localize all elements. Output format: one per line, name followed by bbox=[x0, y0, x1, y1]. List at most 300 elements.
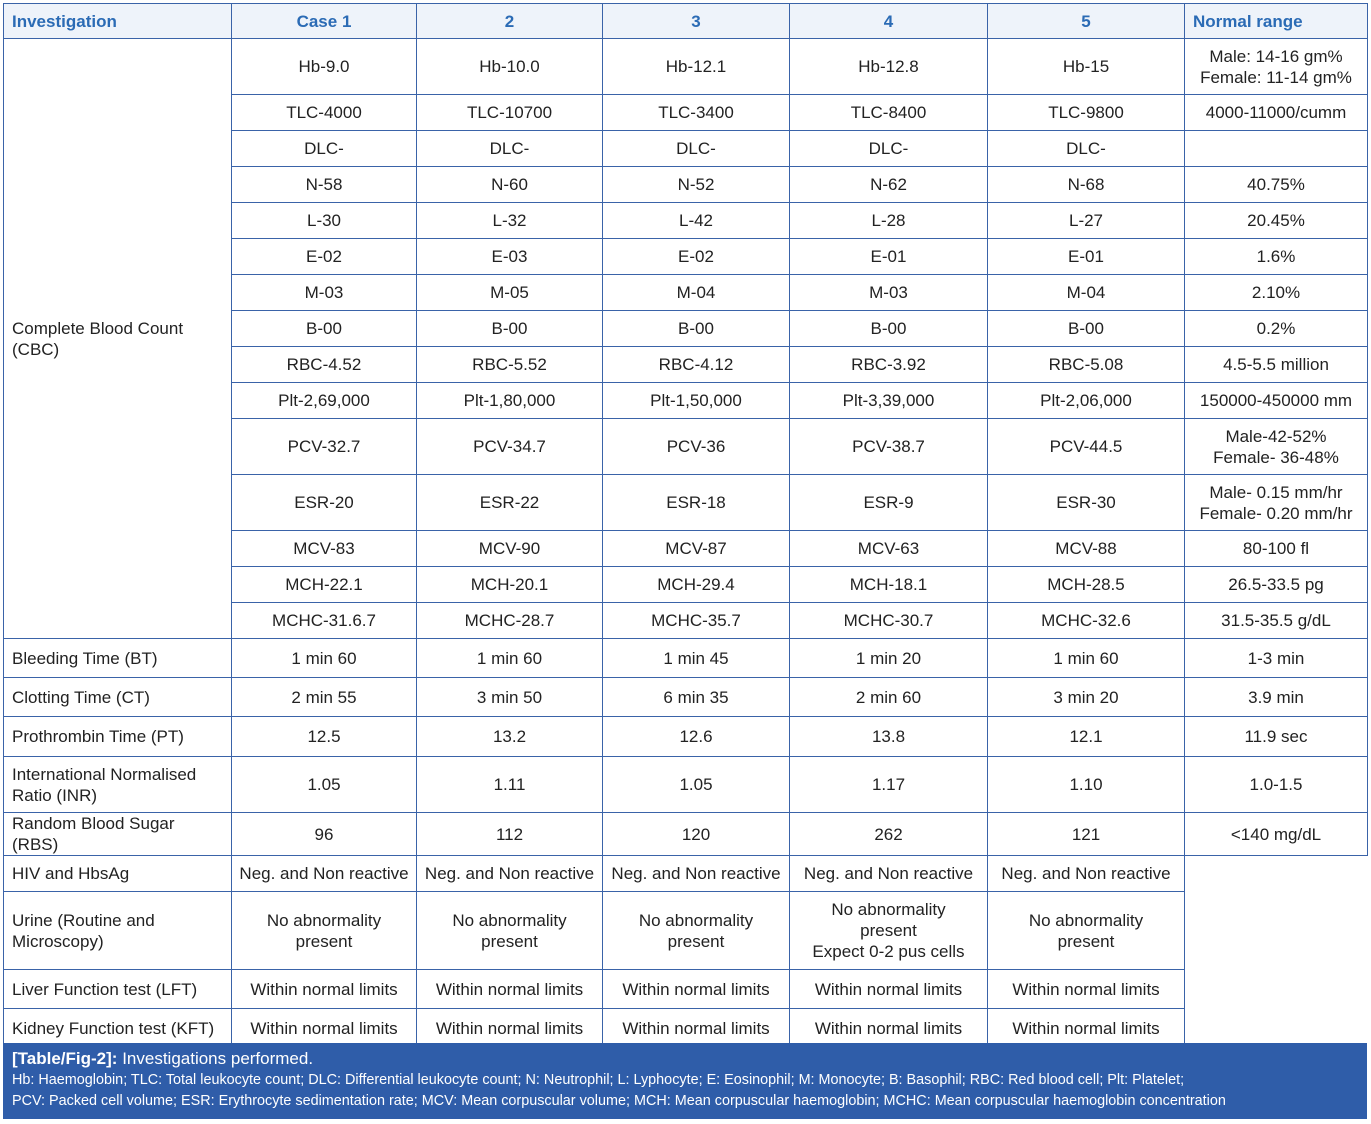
table-cell-text: 1 min 45 bbox=[663, 648, 729, 668]
table-cell-text: Hb-9.0 bbox=[298, 57, 350, 76]
table-cell bbox=[417, 347, 603, 383]
table-cell bbox=[417, 39, 603, 95]
table-cell bbox=[232, 383, 417, 419]
table-cell bbox=[790, 275, 988, 311]
header-case-2: 2 bbox=[417, 4, 603, 39]
table-cell bbox=[232, 239, 417, 275]
table-cell-text: E-01 bbox=[1068, 247, 1104, 266]
normal-range-cell bbox=[1185, 717, 1368, 757]
table-cell-text: MCHC-31.6.7 bbox=[272, 611, 376, 630]
table-cell-text: 1 min 60 bbox=[291, 648, 357, 668]
table-cell-text: present bbox=[860, 921, 917, 940]
normal-range-cell bbox=[1185, 95, 1368, 131]
table-cell-text: RBC-4.52 bbox=[286, 355, 362, 374]
normal-range-cell bbox=[1185, 678, 1368, 717]
table-cell-text: Hb-10.0 bbox=[479, 57, 540, 76]
normal-range-cell bbox=[1185, 383, 1368, 419]
table-cell-text: ESR-30 bbox=[1056, 493, 1116, 512]
normal-range-cell bbox=[1185, 347, 1368, 383]
table-cell bbox=[790, 475, 988, 531]
table-cell-text: Neg. and Non reactive bbox=[1001, 864, 1171, 883]
header-case-3: 3 bbox=[603, 4, 790, 39]
table-cell-text: Within normal limits bbox=[1012, 979, 1160, 999]
table-cell bbox=[790, 95, 988, 131]
table-cell-text: Neg. and Non reactive bbox=[611, 864, 781, 883]
table-cell bbox=[603, 856, 790, 892]
table-cell bbox=[988, 813, 1185, 856]
empty-normal-range bbox=[1185, 856, 1368, 1048]
table-cell bbox=[988, 567, 1185, 603]
table-cell-text: present bbox=[1057, 931, 1115, 951]
table-cell-text: Within normal limits bbox=[814, 1018, 963, 1038]
table-cell bbox=[988, 131, 1185, 167]
table-cell-text: PCV-32.7 bbox=[287, 437, 361, 456]
investigation-label bbox=[4, 717, 232, 757]
table-cell bbox=[603, 131, 790, 167]
normal-range-cell bbox=[1185, 813, 1368, 856]
table-cell-text: N-52 bbox=[677, 175, 715, 194]
normal-range-cell-text: 4.5-5.5 million bbox=[1223, 355, 1329, 374]
table-cell-text: PCV-38.7 bbox=[852, 437, 925, 456]
table-cell-text: PCV-34.7 bbox=[473, 437, 546, 456]
table-cell-text: 96 bbox=[314, 824, 334, 844]
table-cell-text: present bbox=[667, 931, 725, 951]
table-cell-text: MCH-20.1 bbox=[470, 575, 549, 594]
normal-range-cell bbox=[1185, 531, 1368, 567]
table-cell-text: RBC-4.12 bbox=[658, 355, 734, 374]
table-cell-text: M-03 bbox=[304, 283, 344, 302]
table-cell bbox=[988, 892, 1185, 970]
caption-label: [Table/Fig-2]: bbox=[12, 1049, 118, 1068]
table-cell-text: MCHC-32.6 bbox=[1041, 611, 1131, 630]
table-cell bbox=[603, 678, 790, 717]
normal-range-cell bbox=[1185, 239, 1368, 275]
table-cell bbox=[603, 95, 790, 131]
table-cell bbox=[988, 970, 1185, 1009]
table-cell-text: 120 bbox=[681, 824, 711, 844]
table-cell bbox=[603, 419, 790, 475]
table-cell-text: E-02 bbox=[678, 247, 714, 266]
table-cell-text: ESR-18 bbox=[666, 493, 726, 512]
investigation-label-text: Kidney Function test (KFT) bbox=[12, 1018, 215, 1038]
table-cell bbox=[790, 970, 988, 1009]
table-cell bbox=[232, 531, 417, 567]
table-cell-text: Plt-2,06,000 bbox=[1040, 391, 1132, 410]
normal-range-cell-text: 1.0-1.5 bbox=[1249, 775, 1303, 794]
investigation-label-text: Liver Function test (LFT) bbox=[12, 979, 198, 999]
table-cell bbox=[988, 531, 1185, 567]
table-cell bbox=[232, 311, 417, 347]
table-cell bbox=[417, 95, 603, 131]
table-cell-text: MCV-88 bbox=[1055, 539, 1117, 558]
table-cell-text: ESR-22 bbox=[479, 493, 540, 512]
normal-range-cell-text: 11.9 sec bbox=[1244, 727, 1308, 746]
table-cell bbox=[417, 275, 603, 311]
normal-range-cell-text: Male- 0.15 mm/hr bbox=[1209, 482, 1343, 502]
table-cell-text: L-32 bbox=[492, 211, 527, 230]
investigations-table bbox=[3, 3, 1368, 1048]
table-cell-text: Neg. and Non reactive bbox=[803, 864, 974, 883]
table-cell bbox=[988, 203, 1185, 239]
table-cell bbox=[232, 475, 417, 531]
investigation-label-text: Bleeding Time (BT) bbox=[12, 648, 158, 668]
table-row bbox=[4, 813, 1368, 856]
table-cell bbox=[232, 167, 417, 203]
table-cell bbox=[603, 475, 790, 531]
table-cell bbox=[417, 239, 603, 275]
table-cell bbox=[603, 275, 790, 311]
table-cell bbox=[417, 813, 603, 856]
header-case-4: 4 bbox=[790, 4, 988, 39]
table-cell-text: 1.17 bbox=[871, 775, 906, 794]
table-cell-text: TLC-10700 bbox=[466, 103, 553, 122]
table-cell bbox=[988, 475, 1185, 531]
investigation-label bbox=[4, 813, 232, 856]
header-investigation: Investigation bbox=[4, 4, 232, 39]
table-cell-text: 112 bbox=[495, 824, 524, 844]
table-cell-text: Plt-1,50,000 bbox=[650, 391, 742, 410]
table-row bbox=[4, 757, 1368, 813]
table-cell bbox=[232, 131, 417, 167]
normal-range-cell bbox=[1185, 639, 1368, 678]
table-cell-text: 1 min 60 bbox=[476, 648, 543, 668]
table-cell bbox=[988, 419, 1185, 475]
header-case-5: 5 bbox=[988, 4, 1185, 39]
table-cell bbox=[603, 203, 790, 239]
table-cell-text: 13.8 bbox=[871, 727, 906, 746]
table-cell bbox=[232, 203, 417, 239]
table-cell bbox=[417, 717, 603, 757]
table-cell-text: Within normal limits bbox=[814, 979, 963, 999]
table-cell-text: Within normal limits bbox=[250, 1018, 398, 1038]
table-row bbox=[4, 970, 1368, 1009]
normal-range-cell-text: 40.75% bbox=[1247, 175, 1305, 194]
normal-range-cell bbox=[1185, 167, 1368, 203]
investigation-label bbox=[4, 639, 232, 678]
investigation-label bbox=[4, 892, 232, 970]
table-cell bbox=[417, 757, 603, 813]
table-cell-text: 1.05 bbox=[307, 775, 341, 794]
table-cell-text: Expect 0-2 pus cells bbox=[812, 942, 965, 961]
table-cell-text: Plt-3,39,000 bbox=[842, 391, 935, 410]
normal-range-cell-text: Male: 14-16 gm% bbox=[1209, 46, 1343, 66]
table-cell-text: N-60 bbox=[491, 175, 528, 194]
table-cell-text: No abnormality bbox=[638, 910, 754, 930]
table-cell bbox=[417, 678, 603, 717]
table-cell-text: MCH-28.5 bbox=[1047, 575, 1125, 594]
table-cell-text: MCV-87 bbox=[665, 539, 727, 558]
table-cell-text: 121 bbox=[1071, 824, 1101, 844]
table-cell bbox=[603, 813, 790, 856]
investigation-label-text: Urine (Routine and Microscopy) bbox=[12, 910, 155, 951]
table-cell-text: DLC- bbox=[304, 139, 344, 158]
table-cell bbox=[603, 347, 790, 383]
normal-range-cell-text: 2.10% bbox=[1251, 283, 1301, 302]
table-cell bbox=[988, 239, 1185, 275]
caption-abbreviations-2: PCV: Packed cell volume; ESR: Erythrocyte sedimentation rate; MCV: Mean corpuscular volume; MCH: Mean corpuscular haemoglobin; MCHC: Mean corpuscular haemoglobin concentration bbox=[12, 1093, 1226, 1109]
table-cell bbox=[417, 203, 603, 239]
table-cell-text: MCHC-30.7 bbox=[843, 611, 934, 630]
table-cell-text: No abnormality bbox=[266, 910, 382, 930]
table-cell bbox=[603, 970, 790, 1009]
table-cell bbox=[988, 603, 1185, 639]
table-cell-text: RBC-3.92 bbox=[851, 355, 926, 374]
normal-range-cell-text: 26.5-33.5 pg bbox=[1228, 575, 1324, 594]
table-cell bbox=[417, 892, 603, 970]
table-cell bbox=[417, 131, 603, 167]
table-cell bbox=[790, 678, 988, 717]
table-cell bbox=[417, 603, 603, 639]
table-cell-text: L-27 bbox=[1068, 211, 1104, 230]
table-cell-text: 2 min 60 bbox=[855, 687, 922, 707]
table-cell bbox=[603, 603, 790, 639]
table-cell bbox=[232, 419, 417, 475]
table-cell-text: DLC- bbox=[1066, 139, 1106, 158]
table-row bbox=[4, 678, 1368, 717]
table-cell-text: B-00 bbox=[306, 319, 342, 338]
table-cell bbox=[417, 856, 603, 892]
table-row bbox=[4, 639, 1368, 678]
table-cell bbox=[603, 567, 790, 603]
table-cell-text: B-00 bbox=[870, 319, 907, 338]
table-row bbox=[4, 39, 1368, 95]
table-cell-text: N-62 bbox=[870, 175, 907, 194]
table-cell bbox=[988, 275, 1185, 311]
table-cell bbox=[232, 1009, 417, 1048]
normal-range-cell bbox=[1185, 275, 1368, 311]
table-cell-text: MCHC-35.7 bbox=[651, 611, 741, 630]
table-cell bbox=[988, 383, 1185, 419]
table-cell bbox=[790, 1009, 988, 1048]
table-cell bbox=[988, 856, 1185, 892]
table-cell bbox=[232, 39, 417, 95]
table-row bbox=[4, 892, 1368, 970]
table-cell bbox=[988, 1009, 1185, 1048]
investigation-label bbox=[4, 856, 232, 892]
table-cell-text: MCH-22.1 bbox=[285, 575, 363, 594]
normal-range-cell-text: 4000-11000/cumm bbox=[1205, 103, 1347, 122]
table-cell bbox=[417, 475, 603, 531]
table-cell bbox=[988, 311, 1185, 347]
table-cell bbox=[417, 531, 603, 567]
table-cell bbox=[232, 639, 417, 678]
table-cell bbox=[232, 856, 417, 892]
table-cell-text: MCV-90 bbox=[478, 539, 541, 558]
table-row bbox=[4, 856, 1368, 892]
table-cell-text: Within normal limits bbox=[622, 1018, 770, 1038]
table-cell bbox=[790, 419, 988, 475]
table-cell-text: TLC-8400 bbox=[850, 103, 927, 122]
table-cell-text: present bbox=[481, 931, 538, 951]
table-cell-text: B-00 bbox=[491, 319, 528, 338]
table-cell-text: Hb-12.8 bbox=[858, 57, 919, 76]
table-cell-text: 1.11 bbox=[493, 775, 526, 794]
normal-range-cell-text: 3.9 min bbox=[1248, 687, 1304, 707]
table-cell bbox=[232, 970, 417, 1009]
table-cell bbox=[790, 383, 988, 419]
normal-range-cell-text: Female- 0.20 mm/hr bbox=[1199, 503, 1353, 523]
table-cell-text: E-01 bbox=[870, 247, 907, 266]
table-cell bbox=[417, 311, 603, 347]
table-cell-text: MCH-29.4 bbox=[657, 575, 735, 594]
table-cell bbox=[790, 203, 988, 239]
table-cell bbox=[417, 1009, 603, 1048]
table-cell-text: M-05 bbox=[490, 283, 529, 302]
table-cell bbox=[603, 239, 790, 275]
table-cell bbox=[790, 567, 988, 603]
table-cell-text: MCV-63 bbox=[857, 539, 920, 558]
table-cell bbox=[232, 95, 417, 131]
table-cell-text: TLC-4000 bbox=[286, 103, 362, 122]
table-cell bbox=[988, 39, 1185, 95]
table-cell bbox=[790, 311, 988, 347]
normal-range-cell-text: Female: 11-14 gm% bbox=[1200, 67, 1352, 87]
table-cell-text: 12.5 bbox=[307, 727, 341, 746]
normal-range-cell-text: 80-100 fl bbox=[1242, 539, 1310, 558]
cbc-label-text: Complete Blood Count (CBC) bbox=[12, 318, 184, 359]
table-cell-text: B-00 bbox=[1068, 319, 1104, 338]
header-case-1: Case 1 bbox=[232, 4, 417, 39]
normal-range-cell bbox=[1185, 567, 1368, 603]
table-cell-text: DLC- bbox=[868, 139, 909, 158]
table-cell bbox=[988, 95, 1185, 131]
table-cell bbox=[603, 531, 790, 567]
caption-title: Investigations performed. bbox=[122, 1049, 314, 1068]
table-cell-text: Within normal limits bbox=[250, 979, 398, 999]
table-cell-text: Neg. and Non reactive bbox=[424, 864, 595, 883]
normal-range-cell bbox=[1185, 311, 1368, 347]
table-cell-text: 1 min 60 bbox=[1053, 648, 1119, 668]
table-cell-text: Hb-12.1 bbox=[665, 57, 727, 76]
normal-range-cell-text: 0.2% bbox=[1256, 319, 1296, 338]
table-cell bbox=[988, 717, 1185, 757]
cbc-label bbox=[4, 39, 232, 639]
normal-range-cell-text: <140 mg/dL bbox=[1230, 824, 1322, 844]
table-cell bbox=[790, 639, 988, 678]
table-cell bbox=[603, 167, 790, 203]
investigation-label-text: Prothrombin Time (PT) bbox=[12, 727, 184, 746]
table-cell bbox=[603, 639, 790, 678]
table-cell bbox=[790, 717, 988, 757]
normal-range-cell-text: 20.45% bbox=[1247, 211, 1305, 230]
table-cell bbox=[232, 678, 417, 717]
table-cell-text: 6 min 35 bbox=[663, 687, 729, 707]
table-cell bbox=[232, 717, 417, 757]
table-cell-text: DLC- bbox=[489, 139, 530, 158]
table-cell bbox=[232, 813, 417, 856]
table-cell bbox=[603, 757, 790, 813]
table-cell-text: 3 min 20 bbox=[1053, 687, 1119, 707]
table-cell bbox=[790, 531, 988, 567]
table-cell bbox=[603, 39, 790, 95]
table-cell bbox=[790, 347, 988, 383]
table-cell-text: Within normal limits bbox=[622, 979, 770, 999]
normal-range-cell bbox=[1185, 203, 1368, 239]
table-cell-text: 12.6 bbox=[679, 727, 713, 746]
table-cell-text: L-30 bbox=[306, 211, 342, 230]
table-cell bbox=[603, 383, 790, 419]
table-cell bbox=[790, 603, 988, 639]
table-cell-text: N-68 bbox=[1067, 175, 1105, 194]
table-cell-text: M-04 bbox=[676, 283, 716, 302]
table-cell-text: N-58 bbox=[305, 175, 343, 194]
table-cell-text: B-00 bbox=[678, 319, 714, 338]
table-cell-text: No abnormality bbox=[831, 900, 946, 919]
investigation-label bbox=[4, 757, 232, 813]
table-cell-text: 1.05 bbox=[679, 775, 713, 794]
table-cell-text: RBC-5.52 bbox=[472, 355, 547, 374]
table-cell-text: 1.10 bbox=[1069, 775, 1103, 794]
table-cell bbox=[790, 856, 988, 892]
investigation-label-text: HIV and HbsAg bbox=[12, 864, 130, 883]
table-cell-text: 1 min 20 bbox=[855, 648, 922, 668]
table-cell-text: 3 min 50 bbox=[476, 687, 543, 707]
header-normal-range: Normal range bbox=[1185, 4, 1368, 39]
table-cell-text: TLC-3400 bbox=[658, 103, 734, 122]
table-cell bbox=[790, 813, 988, 856]
table-cell-text: ESR-20 bbox=[294, 493, 354, 512]
investigation-label-text: International Normalised Ratio (INR) bbox=[12, 764, 197, 805]
table-cell-text: Plt-1,80,000 bbox=[463, 391, 556, 410]
table-cell bbox=[790, 239, 988, 275]
figure-caption bbox=[3, 1043, 1367, 1119]
table-cell bbox=[417, 383, 603, 419]
table-cell bbox=[232, 603, 417, 639]
normal-range-cell-text: 1.6% bbox=[1256, 247, 1296, 266]
table-cell bbox=[603, 311, 790, 347]
table-cell bbox=[417, 639, 603, 678]
table-row bbox=[4, 717, 1368, 757]
table-cell bbox=[417, 567, 603, 603]
table-cell bbox=[988, 678, 1185, 717]
table-cell bbox=[790, 39, 988, 95]
table-cell bbox=[603, 892, 790, 970]
table-cell-text: ESR-9 bbox=[863, 493, 914, 512]
table-cell-text: PCV-36 bbox=[666, 437, 726, 456]
table-cell bbox=[603, 717, 790, 757]
table-cell-text: No abnormality bbox=[1028, 910, 1144, 930]
investigation-label-text: Random Blood Sugar (RBS) bbox=[12, 814, 175, 854]
table-cell bbox=[417, 970, 603, 1009]
table-cell-text: MCHC-28.7 bbox=[464, 611, 555, 630]
table-cell-text: Within normal limits bbox=[435, 979, 584, 999]
normal-range-cell bbox=[1185, 419, 1368, 475]
table-cell bbox=[232, 275, 417, 311]
table-cell-text: DLC- bbox=[676, 139, 716, 158]
table-cell bbox=[603, 1009, 790, 1048]
table-cell-text: present bbox=[295, 931, 353, 951]
table-cell bbox=[790, 167, 988, 203]
table-cell-text: TLC-9800 bbox=[1048, 103, 1124, 122]
normal-range-cell bbox=[1185, 475, 1368, 531]
table-cell-text: 262 bbox=[874, 824, 903, 844]
normal-range-cell bbox=[1185, 131, 1368, 167]
table-cell-text: Within normal limits bbox=[435, 1018, 584, 1038]
table-cell-text: L-28 bbox=[871, 211, 906, 230]
table-cell bbox=[988, 757, 1185, 813]
normal-range-cell-text: Male-42-52% bbox=[1225, 426, 1327, 446]
table-cell-text: 13.2 bbox=[492, 727, 527, 746]
normal-range-cell-text: Female- 36-48% bbox=[1213, 447, 1339, 467]
normal-range-cell-text: 31.5-35.5 g/dL bbox=[1221, 611, 1331, 630]
table-cell-text: E-02 bbox=[306, 247, 342, 266]
table-cell bbox=[988, 167, 1185, 203]
table-cell bbox=[417, 167, 603, 203]
table-cell bbox=[790, 892, 988, 970]
investigation-label bbox=[4, 678, 232, 717]
table-cell-text: Neg. and Non reactive bbox=[239, 864, 409, 883]
normal-range-cell bbox=[1185, 39, 1368, 95]
